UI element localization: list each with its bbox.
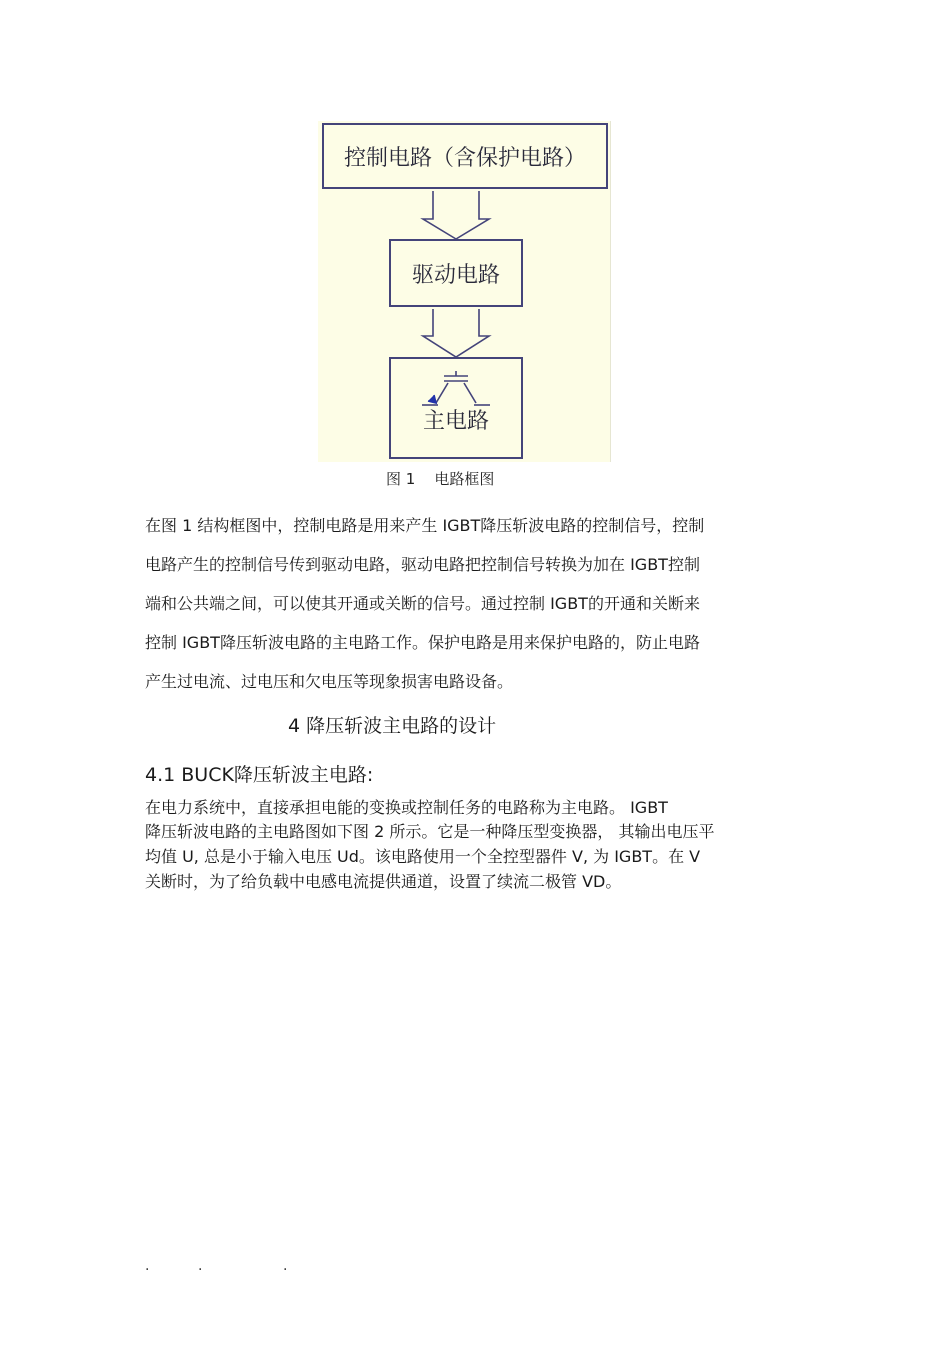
section-heading: 4 降压斩波主电路的设计 bbox=[288, 715, 497, 737]
para2-line-1: 在电力系统中，直接承担电能的变换或控制任务的电路称为主电路。 IGBT bbox=[145, 798, 668, 817]
para1-line-1: 在图 1 结构框图中，控制电路是用来产生 IGBT降压斩波电路的控制信号，控制 bbox=[145, 516, 705, 535]
arrow-control-to-drive bbox=[423, 191, 489, 239]
block-diagram-arrows bbox=[318, 121, 610, 462]
footer-dot-2: . bbox=[198, 1258, 203, 1274]
control-circuit-label: 控制电路（含保护电路） bbox=[343, 145, 586, 171]
drive-circuit-label: 驱动电路 bbox=[411, 262, 500, 288]
footer-dot-1: . bbox=[145, 1258, 150, 1274]
para2-line-2: 降压斩波电路的主电路图如下图 2 所示。它是一种降压型变换器， 其输出电压平 bbox=[145, 822, 715, 841]
para1-line-3: 端和公共端之间，可以使其开通或关断的信号。通过控制 IGBT的开通和关断来 bbox=[145, 594, 700, 613]
arrow-drive-to-main bbox=[423, 309, 489, 357]
subsection-heading: 4.1 BUCK降压斩波主电路: bbox=[145, 764, 374, 786]
main-circuit-label: 主电路 bbox=[422, 409, 489, 434]
figure-caption: 图 1 电路框图 bbox=[386, 470, 495, 488]
igbt-symbol-icon bbox=[422, 371, 490, 405]
para1-line-4: 控制 IGBT降压斩波电路的主电路工作。保护电路是用来保护电路的，防止电路 bbox=[145, 633, 700, 652]
para1-line-2: 电路产生的控制信号传到驱动电路，驱动电路把控制信号转换为加在 IGBT控制 bbox=[145, 555, 700, 574]
para1-line-5: 产生过电流、过电压和欠电压等现象损害电路设备。 bbox=[145, 672, 514, 691]
para2-line-4: 关断时，为了给负载中电感电流提供通道，设置了续流二极管 VD。 bbox=[145, 872, 622, 891]
footer-dot-3: . bbox=[283, 1258, 288, 1274]
para2-line-3: 均值 U, 总是小于输入电压 Ud。该电路使用一个全控型器件 V, 为 IGBT。在 V bbox=[145, 847, 701, 866]
